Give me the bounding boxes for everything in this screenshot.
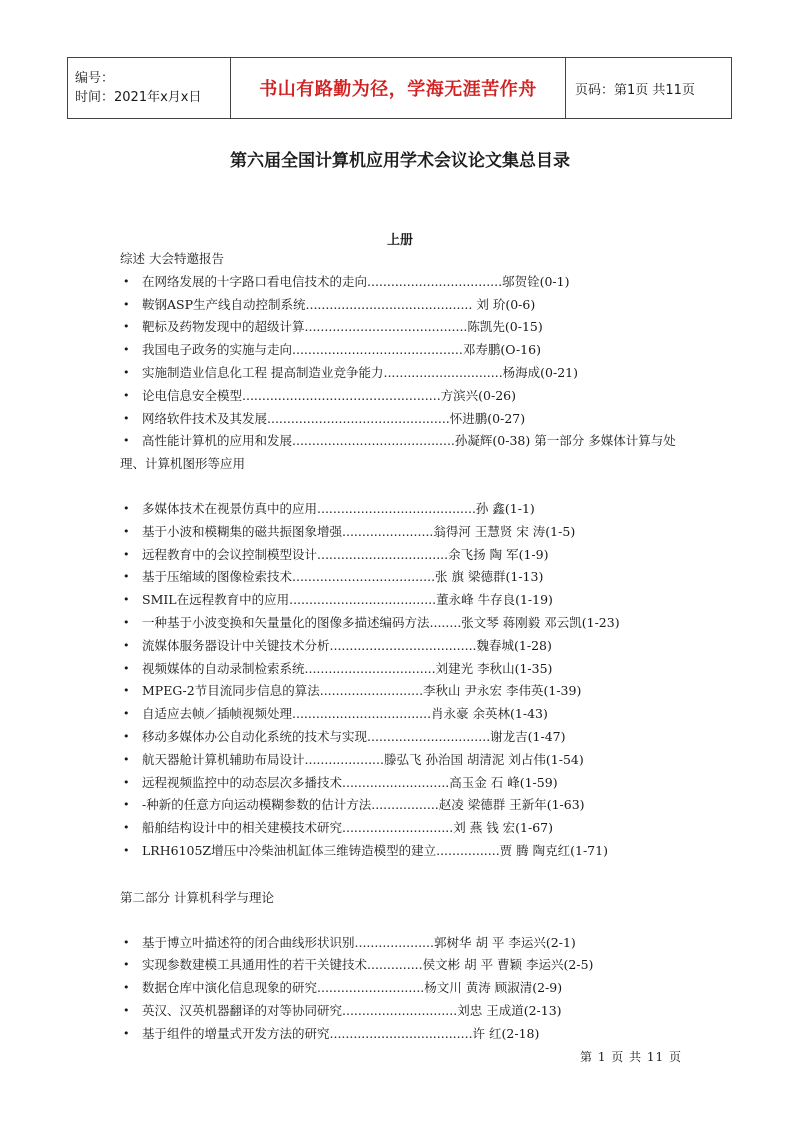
- toc-item: • 基于组件的增量式开发方法的研究....................................许 红(2-18): [120, 1023, 690, 1046]
- toc-item: • 流媒体服务器设计中关键技术分析.....................................魏春城(1-28): [120, 635, 690, 658]
- toc-item: • 基于压缩域的图像检索技术....................................张 旗 梁德群(1-13): [120, 566, 690, 589]
- toc-item: • 远程教育中的会议控制模型设计.................................余飞扬 陶 军(1-9): [120, 544, 690, 567]
- toc-item: • 论电信息安全模型..................................................方滨兴(0-26): [120, 385, 690, 408]
- toc-item: • 实现参数建模工具通用性的若干关键技术..............侯文彬 胡 平 曹颖 李运兴(2-5): [120, 954, 690, 977]
- page-footer: 第 1 页 共 11 页: [580, 1050, 682, 1064]
- toc-item-continuation: 理、计算机图形等应用: [120, 456, 246, 472]
- toc-content: [120, 248, 690, 1046]
- motto: 书山有路勤为径，学海无涯苦作舟: [231, 58, 566, 118]
- section-heading-intro: 综述 大会特邀报告: [120, 251, 224, 266]
- toc-item: • 数据仓库中演化信息现象的研究...........................杨文川 黄涛 顾淑清(2-9): [120, 977, 690, 1000]
- time-label: 时间：2021年x月x日: [75, 90, 202, 105]
- toc-item: • 一种基于小波变换和矢量量化的图像多描述编码方法........张文琴 蒋刚毅 邓云凯(1-23): [120, 612, 690, 635]
- toc-item: • 多媒体技术在视景仿真中的应用........................................孙 鑫(1-1): [120, 498, 690, 521]
- page-title: 第六届全国计算机应用学术会议论文集总目录: [230, 151, 570, 171]
- toc-item: • 基于博立叶描述符的闭合曲线形状识别....................郭树华 胡 平 李运兴(2-1): [120, 932, 690, 955]
- toc-list-intro: [120, 271, 690, 453]
- toc-item: • 自适应去帧／插帧视频处理...................................肖永豪 余英林(1-43): [120, 703, 690, 726]
- header-meta: [68, 58, 231, 118]
- toc-item: • 基于小波和模糊集的磁共振图象增强.......................翁得河 王慧贤 宋 涛(1-5): [120, 521, 690, 544]
- toc-item: • 网络软件技术及其发展..............................................怀进鹏(0-27): [120, 408, 690, 431]
- toc-item: • 船舶结构设计中的相关建模技术研究............................刘 燕 钱 宏(1-67): [120, 817, 690, 840]
- number-label: 编号：: [75, 71, 115, 86]
- toc-item: • LRH6105Z增压中冷柴油机缸体三维铸造模型的建立................贾 腾 陶克红(1-71): [120, 840, 690, 863]
- toc-item: • 鞍钢ASP生产线自动控制系统.......................................... 刘 玠(0-6): [120, 294, 690, 317]
- toc-item: • 在网络发展的十字路口看电信技术的走向..................................邬贺铨(0-1): [120, 271, 690, 294]
- toc-item: • 高性能计算机的应用和发展.........................................孙凝辉(0-38) 第一部分 多媒体计算与处: [120, 430, 690, 453]
- toc-item: • 靶标及药物发现中的超级计算.........................................陈凯先(0-15): [120, 316, 690, 339]
- toc-item: • SMIL在远程教育中的应用.....................................董永峰 牛存良(1-19): [120, 589, 690, 612]
- toc-item: • 实施制造业信息化工程 提高制造业竞争能力..............................杨海成(0-21): [120, 362, 690, 385]
- section-heading-part2: 第二部分 计算机科学与理论: [120, 889, 274, 905]
- toc-item: • 我国电子政务的实施与走向...........................................邓寿鹏(O-16): [120, 339, 690, 362]
- toc-item: • -种新的任意方向运动模糊参数的估计方法.................赵凌 梁德群 王新年(1-63): [120, 794, 690, 817]
- toc-item: • 移动多媒体办公自动化系统的技术与实现...............................谢龙吉(1-47): [120, 726, 690, 749]
- toc-item: • 视频媒体的自动录制检索系统.................................刘建光 李秋山(1-35): [120, 658, 690, 681]
- page-label: 页码：第1页 共11页: [575, 82, 695, 98]
- toc-list-part2: [120, 932, 690, 1046]
- toc-item: • 航天器舱计算机辅助布局设计....................滕弘飞 孙治国 胡清泥 刘占伟(1-54): [120, 749, 690, 772]
- volume-label: 上册: [386, 233, 413, 248]
- toc-item: • 英汉、汉英机器翻译的对等协同研究.............................刘忠 王成道(2-13): [120, 1000, 690, 1023]
- toc-item: • MPEG-2节目流同步信息的算法..........................李秋山 尹永宏 李伟英(1-39): [120, 680, 690, 703]
- toc-list-part1: [120, 498, 690, 863]
- header-table: [67, 57, 732, 119]
- toc-item: • 远程视频监控中的动态层次多播技术...........................高玉金 石 峰(1-59): [120, 772, 690, 795]
